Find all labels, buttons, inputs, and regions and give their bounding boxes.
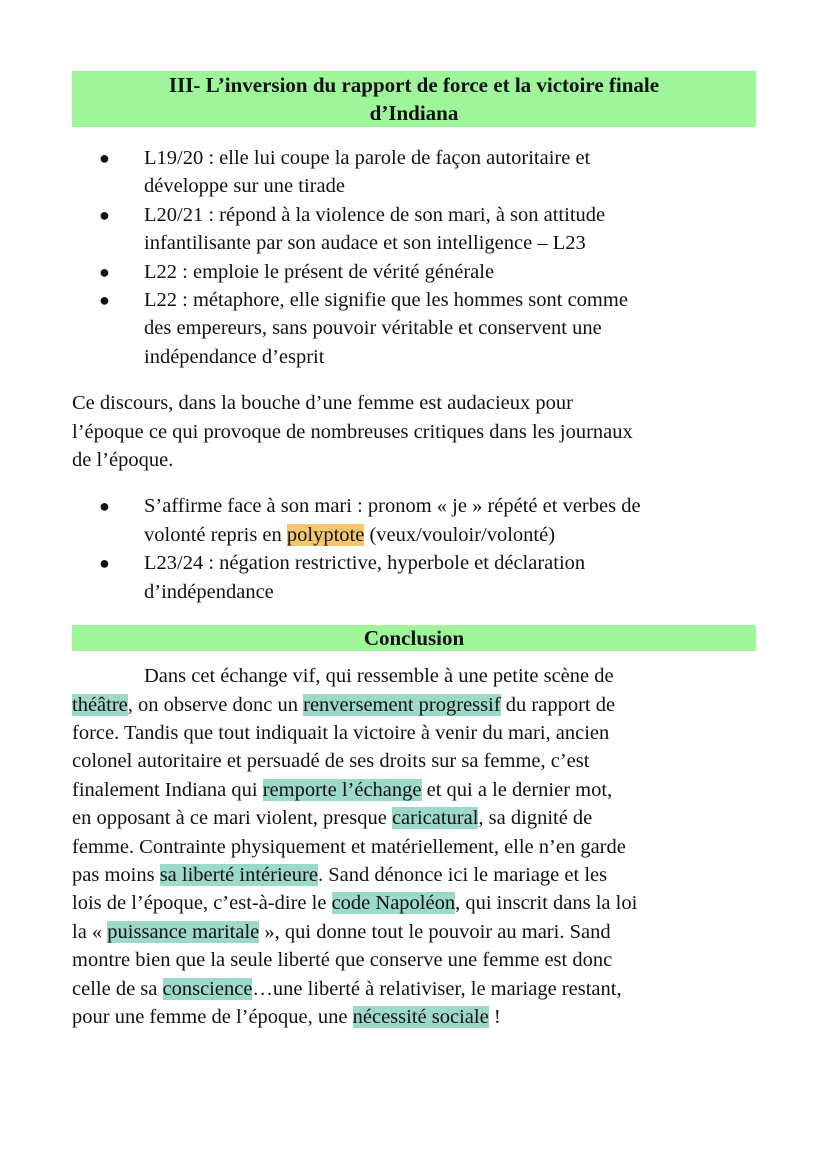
- highlight-polyptote: polyptote: [286, 523, 365, 546]
- list-item-line: d’indépendance: [144, 580, 274, 603]
- list-item: [72, 201, 756, 258]
- paragraph-line: force. Tandis que tout indiquait la victoire à venir du mari, ancien: [72, 721, 610, 744]
- paragraph-line: colonel autoritaire et persuadé de ses droits sur sa femme, c’est: [72, 750, 590, 773]
- paragraph-line: l’époque ce qui provoque de nombreuses critiques dans les journaux: [72, 420, 633, 443]
- list-item: [72, 549, 756, 606]
- paragraph-line: montre bien que la seule liberté que conserve une femme est donc: [72, 949, 613, 972]
- paragraph-line: finalement Indiana qui remporte l’échange et qui a le dernier mot,: [72, 778, 613, 801]
- paragraph-line: celle de sa conscience…une liberté à relativiser, le mariage restant,: [72, 977, 622, 1000]
- section-title-line2: d’Indiana: [369, 101, 459, 125]
- paragraph-line: la « puissance maritale », qui donne tout le pouvoir au mari. Sand: [72, 920, 611, 943]
- paragraph-line: Dans cet échange vif, qui ressemble à une petite scène de: [144, 665, 614, 688]
- list-item-line: L23/24 : négation restrictive, hyperbole et déclaration: [144, 552, 586, 575]
- conclusion-title-banner: [72, 625, 756, 651]
- bullet-icon: ●: [99, 496, 110, 517]
- bullet-icon: ●: [99, 553, 110, 574]
- highlight-renversement: renversement progressif: [303, 693, 501, 716]
- list-item-line: développe sur une tirade: [144, 175, 345, 198]
- paragraph-line: femme. Contrainte physiquement et matériellement, elle n’en garde: [72, 835, 626, 858]
- paragraph-line: de l’époque.: [72, 449, 174, 472]
- bullet-icon: ●: [99, 290, 110, 311]
- list-item-line: infantilisante par son audace et son intelligence – L23: [144, 232, 586, 255]
- list-item-line: L19/20 : elle lui coupe la parole de façon autoritaire et: [144, 147, 591, 169]
- list-item: [72, 492, 756, 549]
- section-title-banner: [72, 71, 756, 127]
- list-item: [72, 286, 756, 371]
- paragraph-line: Ce discours, dans la bouche d’une femme est audacieux pour: [72, 392, 573, 415]
- list-item: [72, 144, 756, 201]
- highlight-code-napoleon: code Napoléon: [331, 892, 456, 915]
- highlight-puissance: puissance maritale: [107, 920, 260, 943]
- paragraph-line: pas moins sa liberté intérieure. Sand dénonce ici le mariage et les: [72, 863, 608, 886]
- document-page: [72, 71, 756, 1031]
- highlight-necessite: nécessité sociale: [352, 1005, 489, 1028]
- list-item: [72, 258, 756, 286]
- analysis-bullet-list-2: [72, 492, 756, 606]
- list-item-line: des empereurs, sans pouvoir véritable et conservent une: [144, 317, 602, 340]
- body-paragraph: [72, 389, 756, 474]
- highlight-remporte: remporte l’échange: [262, 778, 422, 801]
- highlight-liberte: sa liberté intérieure: [159, 863, 318, 886]
- bullet-icon: ●: [99, 148, 110, 168]
- conclusion-paragraph: [72, 662, 756, 1031]
- conclusion-title: Conclusion: [363, 626, 465, 651]
- highlight-conscience: conscience: [162, 977, 253, 1000]
- list-item-line: S’affirme face à son mari : pronom « je » répété et verbes de: [144, 495, 641, 518]
- list-item-line: L22 : emploie le présent de vérité générale: [144, 260, 495, 283]
- paragraph-line: pour une femme de l’époque, une nécessité sociale !: [72, 1005, 501, 1028]
- list-item-line: indépendance d’esprit: [144, 345, 325, 368]
- paragraph-line: lois de l’époque, c’est-à-dire le code Napoléon, qui inscrit dans la loi: [72, 892, 638, 915]
- list-item-line: L22 : métaphore, elle signifie que les hommes sont comme: [144, 289, 628, 312]
- section-title-line1: III- L’inversion du rapport de force et la victoire finale: [168, 73, 660, 97]
- analysis-bullet-list: [72, 144, 756, 371]
- list-item-line: volonté repris en polyptote (veux/vouloir/volonté): [144, 523, 556, 546]
- highlight-theatre: théâtre: [72, 693, 128, 716]
- paragraph-line: théâtre, on observe donc un renversement progressif du rapport de: [72, 693, 616, 716]
- list-item-line: L20/21 : répond à la violence de son mari, à son attitude: [144, 203, 606, 226]
- bullet-icon: ●: [99, 261, 110, 282]
- highlight-caricatural: caricatural: [391, 807, 479, 830]
- bullet-icon: ●: [99, 204, 110, 225]
- paragraph-line: en opposant à ce mari violent, presque caricatural, sa dignité de: [72, 807, 593, 830]
